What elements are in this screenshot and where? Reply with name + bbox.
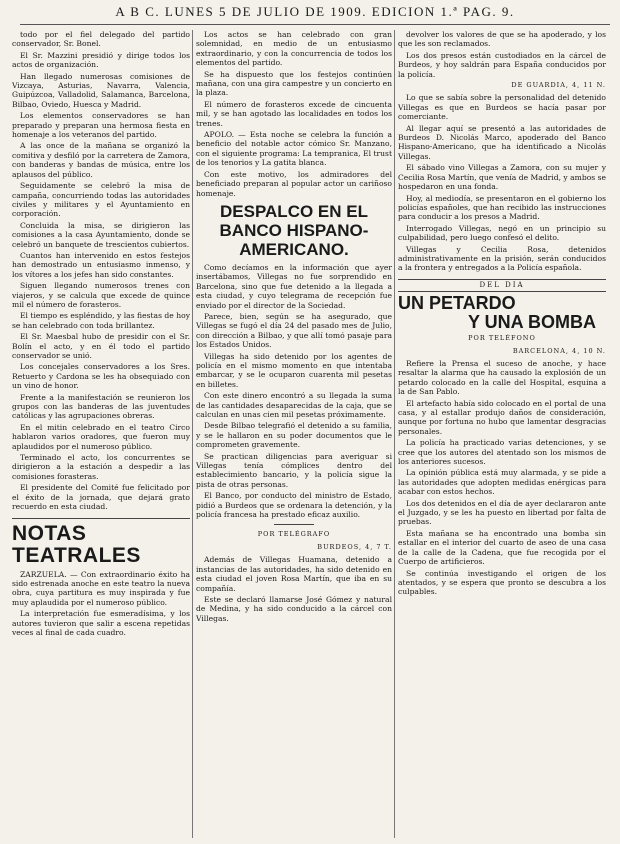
article-paragraph: Lo que se sabía sobre la personalidad del detenido Villegas es que en Burdeos se hacía pasar por comerciante. xyxy=(398,93,606,122)
article-paragraph: Los concejales conservadores a los Sres. Retuerto y Cardona se les ha obsequiado con un vino de honor. xyxy=(12,362,190,391)
article-paragraph: ZARZUELA. — Con extraordinario éxito ha sido estrenada anoche en este teatro la nueva obra, cuya partitura es muy inspirada y fue muy aplaudida por el numeroso público. xyxy=(12,569,190,607)
masthead-title: A B C. LUNES 5 DE JULIO DE 1909. EDICION 1.ª PAG. 9. xyxy=(115,4,515,19)
article-paragraph: En el mitin celebrado en el teatro Circo hablaron varios oradores, que fueron muy aplaudidos por el numeroso público. xyxy=(12,422,190,451)
article-paragraph: Los actos se han celebrado con gran solemnidad, en medio de un entusiasmo extraordinario, y con la concurrencia de todos los elementos del partido. xyxy=(196,30,392,68)
column-3 xyxy=(398,30,606,835)
article-paragraph: Cuantos han intervenido en estos festejos han demostrado un entusiasmo inmenso, y los vítores a los jefes han sido constantes. xyxy=(12,250,190,279)
article-paragraph: Interrogado Villegas, negó en un principio su culpabilidad, pero luego confesó el delito. xyxy=(398,223,606,243)
article-paragraph: Frente a la manifestación se reunieron los grupos con las banderas de las juventudes católicas y las agrupaciones obreras. xyxy=(12,392,190,421)
article-paragraph: Terminado el acto, los concurrentes se dirigieron a la estación a despedir a las comisiones forasteras. xyxy=(12,453,190,481)
article-paragraph: La policía ha practicado varias detenciones, y se cree que los autores del atentado son los mismos de los anteriores sucesos. xyxy=(398,438,606,467)
article-paragraph: Refiere la Prensa el suceso de anoche, y hace resaltar la alarma que ha causado la explosión de un petardo colocado en la calle del Hospital, esquina a la de San Pablo. xyxy=(398,358,606,397)
article-paragraph: La opinión pública está muy alarmada, y se pide a las autoridades que adopten medidas enérgicas para acabar con estos hechos. xyxy=(398,468,606,497)
petardo-heading-line-2: Y UNA BOMBA xyxy=(467,312,596,333)
article-paragraph: Con este motivo, los admiradores del beneficiado preparan al popular actor un cariñoso homenaje. xyxy=(196,169,392,198)
despalco-heading: DESPALCO EN EL BANCO HISPANO-AMERICANO. xyxy=(219,201,369,259)
petardo-heading xyxy=(398,294,606,332)
article-paragraph: Hoy, al mediodía, se presentaron en el gobierno los policías españoles, que han recibido las instrucciones para conducir a los presos a Madrid. xyxy=(398,193,606,222)
article-paragraph: Seguidamente se celebró la misa de campaña, concurriendo todas las autoridades civiles y militares y el Ayuntamiento en corporación. xyxy=(12,181,190,219)
article-paragraph: Han llegado numerosas comisiones de Vizcaya, Asturias, Navarra, Valencia, Guipúzcoa, Valladolid, Salamanca, Barcelona, Bilbao, Oviedo, Huesca y Madrid. xyxy=(12,71,190,109)
notas-teatrales-heading: NOTAS TEATRALES xyxy=(12,518,190,567)
article-paragraph: APOLO. — Esta noche se celebra la función a beneficio del notable actor cómico Sr. Manzano, con el siguiente programa: La tempranica, El trust de los tenorios y La gatita blanca. xyxy=(196,130,392,168)
article-paragraph: El sábado vino Villegas a Zamora, con su mujer y Cecilia Rosa Martín, que venía de Madrid, y ambos se hospedaron en una fonda. xyxy=(398,163,606,192)
divider xyxy=(274,524,314,525)
column-2 xyxy=(196,30,392,835)
article-paragraph: Desde Bilbao telegrafió el detenido a su familia, y se le hallaron en su poder documentos que le comprometen gravemente. xyxy=(196,421,392,450)
article-paragraph: Siguen llegando numerosos trenes con viajeros, y se calcula que excede de quince mil el número de forasteros. xyxy=(12,281,190,309)
dateline: BURDEOS, 4, 7 T. xyxy=(317,542,392,551)
article-paragraph: Al llegar aquí se presentó a las autoridades de Burdeos D. Nicolás Marco, apoderado del Banco Hispano-Americano, que ha identificado a Nicolás Villegas. xyxy=(398,123,606,161)
column-rule-2 xyxy=(394,30,395,838)
article-paragraph: La interpretación fue esmeradísima, y los autores tuvieron que salir a escena repetidas veces al final de cada cuadro. xyxy=(12,609,190,637)
column-1 xyxy=(12,30,190,835)
article-paragraph: Villegas y Cecilia Rosa, detenidos administrativamente en la prisión, serán conducidos a la frontera y entregados a la Policía española. xyxy=(398,244,606,273)
article-paragraph: Los dos detenidos en el día de ayer declararon ante el Juzgado, y se les ha puesto en libertad por falta de pruebas. xyxy=(398,498,606,527)
article-paragraph: Con este dinero encontró a su llegada la suma de las cantidades desaparecidas de la caja, que se calculan en unas cien mil pesetas próximamente. xyxy=(196,391,392,419)
article-paragraph: El artefacto había sido colocado en el portal de una casa, y al estallar produjo daños de consideración, aunque por fortuna no hubo que lamentar desgracias personales. xyxy=(398,398,606,436)
article-paragraph: Esta mañana se ha encontrado una bomba sin estallar en el interior del cuarto de aseo de una casa de la calle de la Cadena, que fue recogida por el Cuerpo de artificieros. xyxy=(398,528,606,567)
article-paragraph: todo por el fiel delegado del partido conservador, Sr. Bonel. xyxy=(12,30,190,49)
dateline: BARCELONA, 4, 10 N. xyxy=(512,346,606,355)
article-paragraph: Además de Villegas Huamana, detenido a instancias de las autoridades, ha sido detenido en esta ciudad el joven Rosa Martín, que iba en su compañía. xyxy=(196,555,392,593)
article-paragraph: Villegas ha sido detenido por los agentes de policía en el mismo momento en que intentaba embarcar, y se le ocuparon cuarenta mil pesetas en billetes. xyxy=(196,351,392,389)
article-paragraph: El presidente del Comité fue felicitado por el éxito de la jornada, que dejará grato recuerdo en esta ciudad. xyxy=(12,483,190,512)
telegrafo-label: POR TELÉGRAFO xyxy=(257,530,331,539)
column-rule-1 xyxy=(192,30,193,838)
masthead xyxy=(20,4,610,25)
article-paragraph: Este se declaró llamarse José Gómez y natural de Medina, y ha sido conducido a la cárcel con Villegas. xyxy=(196,594,392,623)
article-paragraph: devolver los valores de que se ha apoderado, y los que les son reclamados. xyxy=(398,30,606,49)
del-dia-label: DEL DIA xyxy=(398,279,606,292)
article-paragraph: Se practican diligencias para averiguar si Villegas tenía cómplices dentro del establecimiento bancario, y la policía sigue la pista de otras personas. xyxy=(196,451,392,489)
article-paragraph: Se ha dispuesto que los festejos continúen mañana, con una gira campestre y un concierto en la plaza. xyxy=(196,69,392,98)
article-paragraph: Se continúa investigando el origen de los atentados, y se espera que pronto se descubra a los culpables. xyxy=(398,568,606,597)
article-paragraph: Los elementos conservadores se han preparado y preparan una hermosa fiesta en homenaje a los veteranos del partido. xyxy=(12,111,190,140)
article-paragraph: Parece, bien, según se ha asegurado, que Villegas se fugó el día 24 del pasado mes de Julio, con dirección a Bilbao, y que allí tomó pasaje para los Estados Unidos. xyxy=(196,311,392,350)
article-paragraph: A las once de la mañana se organizó la comitiva y desfiló por la carretera de Zamora, con banderas y bandas de música, entre los aplausos del público. xyxy=(12,141,190,179)
article-paragraph: El tiempo es espléndido, y las fiestas de hoy se han celebrado con toda brillantez. xyxy=(12,311,190,330)
article-paragraph: El Banco, por conducto del ministro de Estado, pidió a Burdeos que se ordenara la detención, y la policía francesa ha prestado eficaz auxilio. xyxy=(196,491,392,520)
article-paragraph: El Sr. Mazzini presidió y dirige todos los actos de organización. xyxy=(12,50,190,70)
dateline: DE GUARDIA, 4, 11 N. xyxy=(511,81,606,90)
article-paragraph: Como decíamos en la información que ayer insertábamos, Villegas no fue sorprendido en Barcelona, sino que fue detenido a la llegada a esta ciudad, y cuyo telegrama de recepción fue enviado por el director de la Sociedad. xyxy=(196,262,392,310)
article-paragraph: El Sr. Maesbal hubo de presidir con el Sr. Bolín el acto, y en él todo el partido conservador se unió. xyxy=(12,332,190,360)
article-paragraph: Concluida la misa, se dirigieron las comisiones a la casa Ayuntamiento, donde se celebró un banquete de trescientos cubiertos. xyxy=(12,220,190,249)
petardo-subheading: POR TELÉFONO xyxy=(468,334,536,343)
article-paragraph: El número de forasteros excede de cincuenta mil, y se han agotado las localidades en todos los trenes. xyxy=(196,99,392,128)
article-paragraph: Los dos presos están custodiados en la cárcel de Burdeos, y hoy saldrán para España conducidos por la policía. xyxy=(398,50,606,79)
petardo-heading-line-1: UN PETARDO xyxy=(398,293,516,314)
